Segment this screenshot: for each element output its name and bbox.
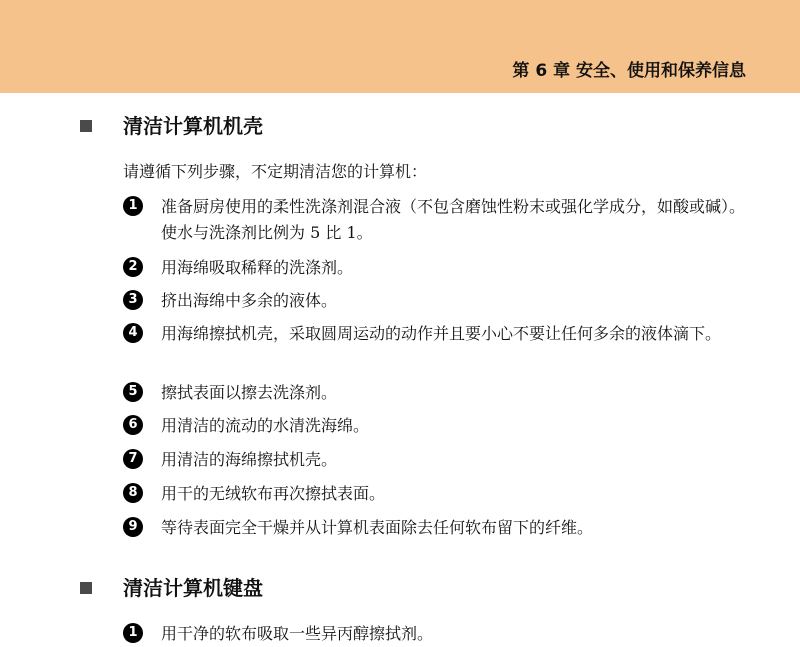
step-item	[123, 413, 753, 439]
step-item	[123, 481, 753, 507]
step-number-icon: 1	[123, 196, 143, 216]
section-heading-keyboard	[80, 574, 263, 602]
chapter-title: 第 6 章 安全、使用和保养信息	[512, 61, 746, 81]
step-item	[123, 288, 753, 314]
section-intro: 请遵循下列步骤，不定期清洁您的计算机：	[123, 162, 428, 181]
step-text: 用干净的软布吸取一些异丙醇擦拭剂。	[161, 624, 434, 643]
step-text: 用海绵擦拭机壳，采取圆周运动的动作并且要小心不要让任何多余的液体滴下。	[161, 324, 722, 343]
section-title: 清洁计算机键盘	[123, 576, 263, 600]
step-number-icon: 2	[123, 257, 143, 277]
square-bullet-icon	[80, 120, 92, 132]
step-item	[123, 194, 753, 246]
step-item	[123, 255, 753, 281]
step-number-icon: 1	[123, 623, 143, 643]
step-item	[123, 515, 753, 541]
section-title: 清洁计算机机壳	[123, 114, 263, 138]
step-text: 擦拭表面以擦去洗涤剂。	[161, 383, 338, 402]
step-number-icon: 9	[123, 517, 143, 537]
step-text: 准备厨房使用的柔性洗涤剂混合液（不包含磨蚀性粉末或强化学成分，如酸或碱）。使水与洗涤剂比例为 5 比 1。	[161, 197, 746, 242]
step-number-icon: 6	[123, 415, 143, 435]
step-number-icon: 3	[123, 290, 143, 310]
step-item	[123, 380, 753, 406]
chapter-header-band	[0, 0, 800, 93]
step-text: 用干的无绒软布再次擦拭表面。	[161, 484, 386, 503]
step-item	[123, 447, 753, 473]
step-item	[123, 621, 753, 647]
step-number-icon: 8	[123, 483, 143, 503]
step-number-icon: 5	[123, 382, 143, 402]
step-text: 等待表面完全干燥并从计算机表面除去任何软布留下的纤维。	[161, 518, 594, 537]
step-item	[123, 321, 753, 347]
step-number-icon: 4	[123, 323, 143, 343]
square-bullet-icon	[80, 582, 92, 594]
step-number-icon: 7	[123, 449, 143, 469]
section-heading-case	[80, 112, 263, 140]
step-text: 用清洁的流动的水清洗海绵。	[161, 416, 370, 435]
step-text: 用清洁的海绵擦拭机壳。	[161, 450, 338, 469]
step-text: 挤出海绵中多余的液体。	[161, 291, 338, 310]
step-text: 用海绵吸取稀释的洗涤剂。	[161, 258, 354, 277]
